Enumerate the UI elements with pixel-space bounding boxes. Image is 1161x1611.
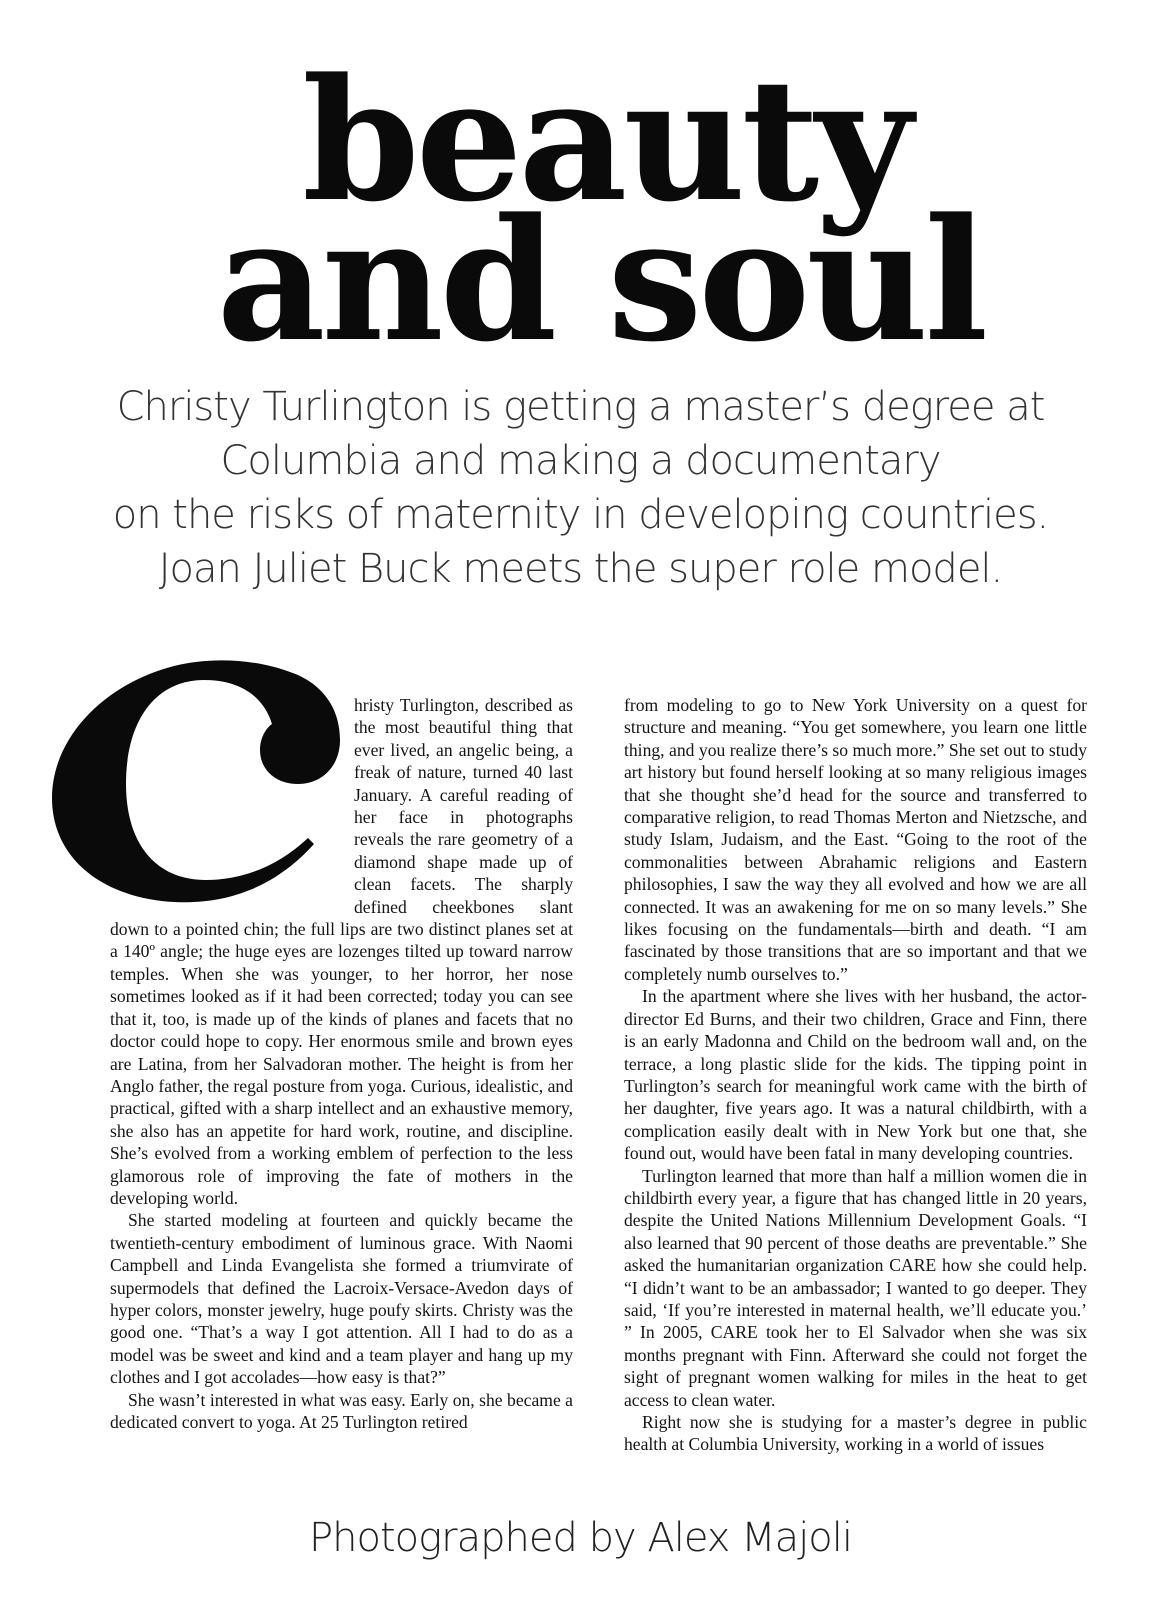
deck-line: on the risks of maternity in developing countries. — [112, 492, 1049, 538]
photo-credit: Photographed by Alex Majoli — [309, 1515, 852, 1561]
drop-cap — [44, 658, 354, 904]
deck-line: Christy Turlington is getting a master’s degree at — [116, 384, 1045, 430]
paragraph: hristy Turlington, described as the most beautiful thing that ever lived, an angelic being, a freak of nature, turned 40 last January. A careful reading of her face in photographs reveals the rare geometry of a diamond shape made up of clean facets. The sharply defined cheekbones slant down to a pointed chin; the full lips are two distinct planes set at a 140º angle; the huge eyes are lozenges tilted up toward narrow temples. When she was younger, to her horror, her nose sometimes looked as if it had been corrected; today you can see that it, too, is made up of the kinds of planes and facets that no doctor could hope to copy. Her enormous smile and brown eyes are Latina, from her Salvadoran mother. The height is from her Anglo father, the regal posture from yoga. Curious, idealistic, and practical, gifted with a sharp intellect and an exhaustive memory, she also has an appetite for hard work, routine, and discipline. She’s evolved from a working emblem of perfection to the less glamorous role of improving the fate of mothers in the developing world. — [110, 695, 573, 1208]
headline-line-1: beauty — [302, 41, 909, 239]
deck-subtitle — [60, 380, 1101, 596]
deck-line: Joan Juliet Buck meets the super role model. — [158, 546, 1003, 592]
deck-line: Columbia and making a documentary — [220, 438, 941, 484]
headline-line-2: and soul — [216, 181, 985, 379]
paragraph: She started modeling at fourteen and quickly became the twentieth-century embodiment of luminous grace. With Naomi Campbell and Linda Evangelista she formed a triumvirate of supermodels that defined the Lacroix-Versace-Avedon days of hyper colors, monster jewelry, huge poufy skirts. Christy was the good one. “That’s a way I got attention. All I had to do as a model was be sweet and kind and a team player and hang up my clothes and I got accolades—how easy is that?” — [110, 1210, 573, 1388]
paragraph: Turlington learned that more than half a million women die in childbirth every year, a figure that has changed little in 20 years, despite the United Nations Millennium Development Goals. “I also learned that 90 percent of those deaths are preventable.” She asked the humanitarian organization CARE how she could help. “I didn’t want to be an ambassador; I wanted to go deeper. They said, ‘If you’re interested in maternal health, we’ll educate you.’ ” In 2005, CARE took her to El Salvador when she was six months pregnant with Finn. Afterward she could not forget the sight of pregnant women walking for miles in the heat to get access to clean water. — [624, 1165, 1087, 1410]
paragraph: She wasn’t interested in what was easy. Early on, she became a dedicated convert to yoga. At 25 Turlington retired — [110, 1389, 573, 1432]
article-column-right — [624, 694, 1087, 1456]
paragraph: In the apartment where she lives with her husband, the actor-director Ed Burns, and their two children, Grace and Finn, there is an early Madonna and Child on the bedroom wall and, on the terrace, a long plastic slide for the kids. The tipping point in Turlington’s search for meaningful work came with the birth of her daughter, five years ago. It was a natural childbirth, with a complication easily dealt with in New York but one that, she found out, would have been fatal in many developing countries. — [624, 986, 1087, 1164]
paragraph: from modeling to go to New York University on a quest for structure and meaning. “You get somewhere, you learn one little thing, and you realize there’s so much more.” She set out to study art history but found herself looking at so many religious images that she thought she’d head for the source and transferred to comparative religion, to read Thomas Merton and Nietzsche, and study Islam, Judaism, and the East. “Going to the root of the commonalities between Abrahamic religions and Eastern philosophies, I saw the way they all evolved and how we are all connected. It was an awakening for me on so many levels.” She likes focusing on the fundamentals—birth and death. “I am fascinated by those transitions that are so important and that we completely numb ourselves to.” — [624, 695, 1087, 984]
paragraph: Right now she is studying for a master’s degree in public health at Columbia University, working in a world of issues — [624, 1412, 1087, 1455]
drop-cap-c-glyph — [44, 658, 354, 908]
article-column-left — [110, 694, 573, 1433]
